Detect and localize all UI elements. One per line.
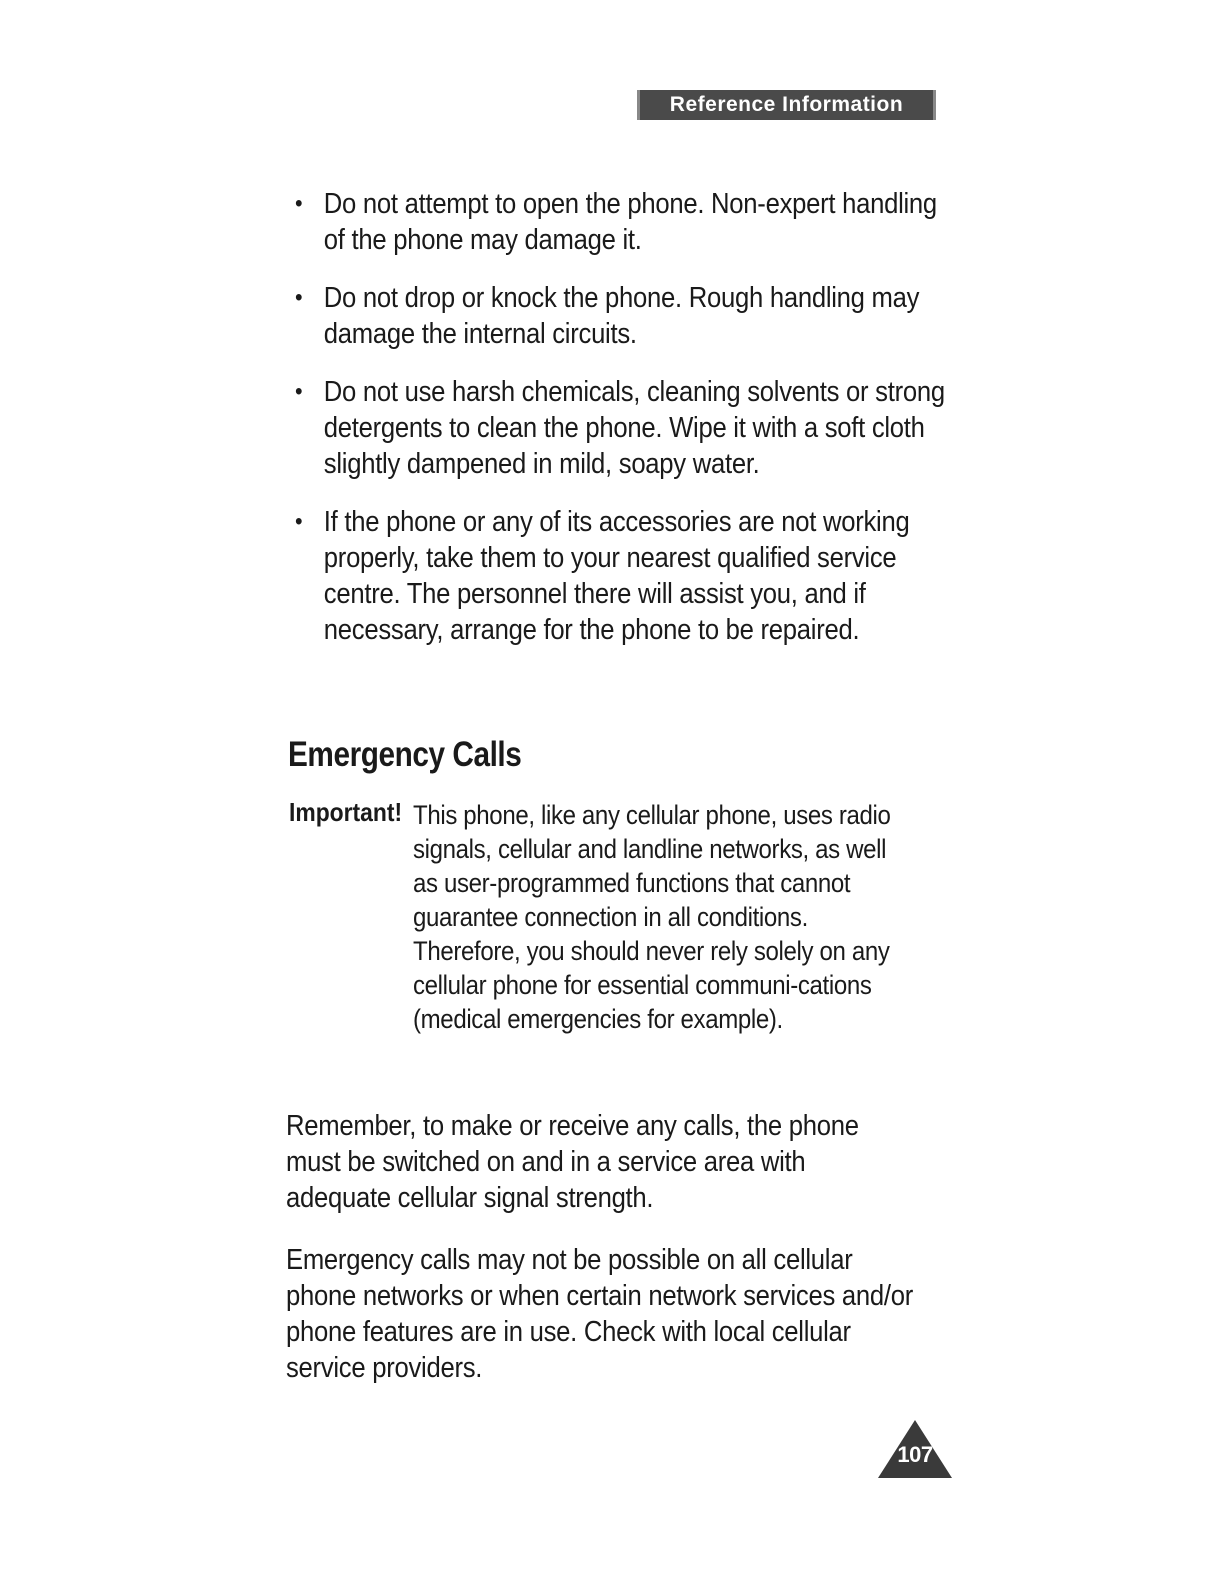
list-item: • Do not use harsh chemicals, cleaning solvents or strong detergents to clean the phone. Wipe it with a soft cloth slightly dampened in mild, soapy water. [295, 374, 954, 482]
page-number-badge [878, 1420, 952, 1480]
list-item: • If the phone or any of its accessories are not working properly, take them to your nearest qualified service centre. The personnel there will assist you, and if necessary, arrange for the phone to be repaired. [295, 504, 954, 648]
care-bullet-list [295, 186, 945, 670]
section-title: Emergency Calls [288, 735, 522, 774]
section-header-tab: Reference Information [637, 90, 936, 120]
paragraph-remember: Remember, to make or receive any calls, the phone must be switched on and in a service area with adequate cellular signal strength. [286, 1110, 859, 1214]
list-item: • Do not drop or knock the phone. Rough handling may damage the internal circuits. [295, 280, 954, 352]
paragraph-emergency-calls: Emergency calls may not be possible on all cellular phone networks or when certain network services and/or phone features are in use. Check with local cellular service providers. [286, 1244, 914, 1384]
important-text: This phone, like any cellular phone, uses radio signals, cellular and landline networks, as well as user-programmed functions that cannot guarantee connection in all conditions. Therefore, you should never rely solely on any cellular phone for essential communi-cations (medical emergencies for example). [413, 800, 891, 1034]
important-label: Important! [289, 797, 403, 827]
page-number: 107 [897, 1442, 933, 1467]
list-item: • Do not attempt to open the phone. Non-expert handling of the phone may damage it. [295, 186, 954, 258]
